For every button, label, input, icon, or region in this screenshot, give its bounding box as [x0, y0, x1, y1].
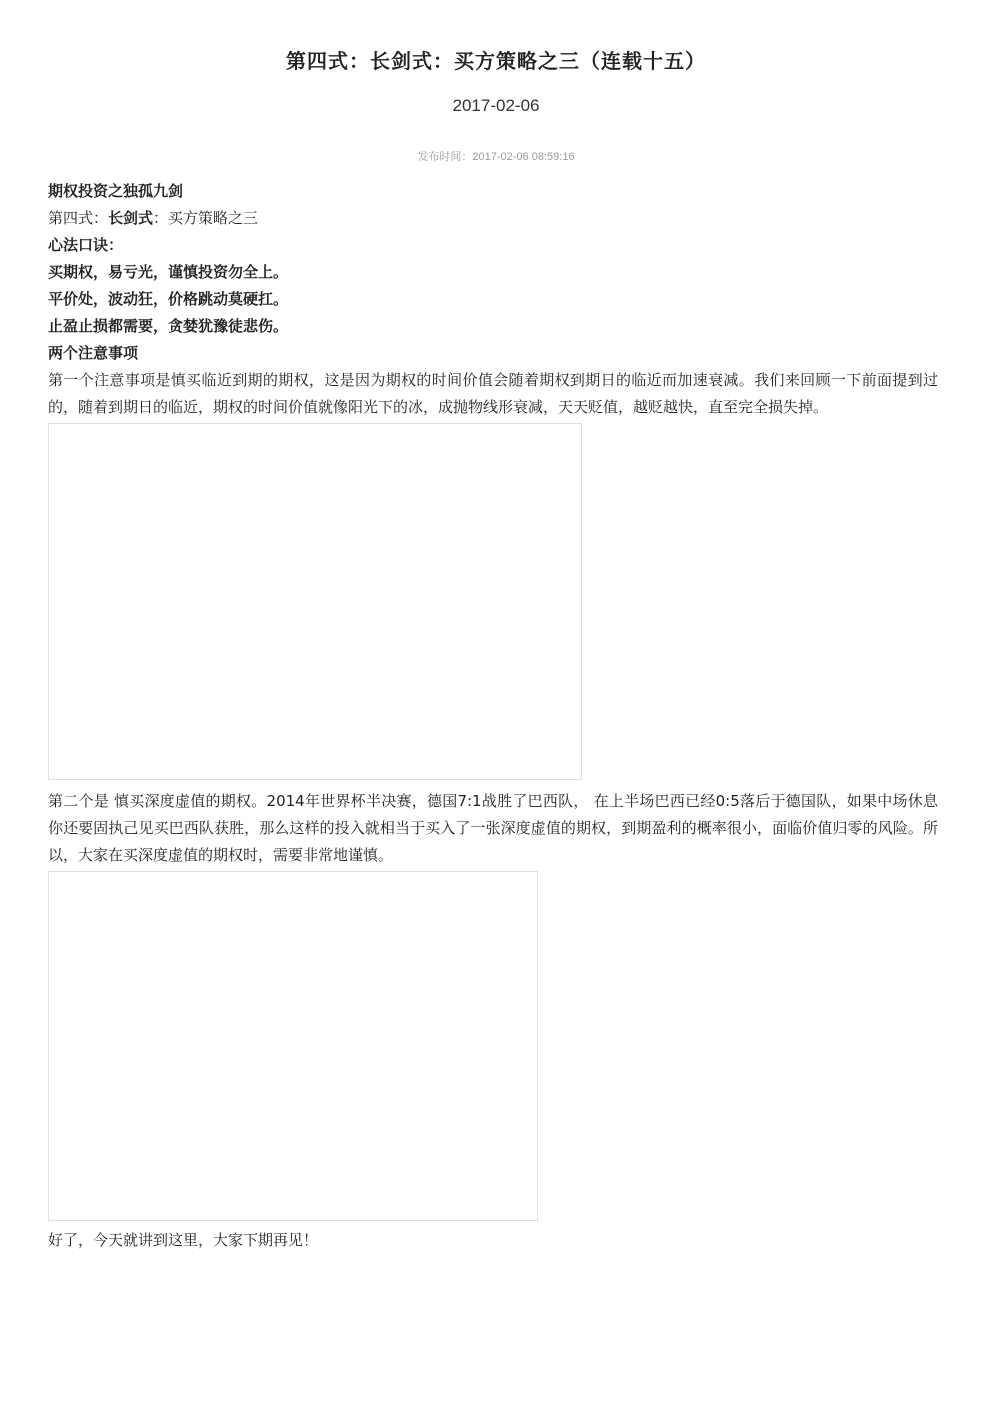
paragraph-second-note: 第二个是 慎买深度虚值的期权。2014年世界杯半决赛，德国7:1战胜了巴西队， 在上半场巴西已经0:5落后于德国队，如果中场休息你还要固执己见买巴西队获胜，那么这样的投入就相当于买入了一张深度虚值的期权，到期盈利的概率很小，面临价值归零的风险。所以，大家在买深度虚值的期权时，需要非常地谨慎。 — [48, 792, 938, 864]
subtitle-prefix: 第四式： — [48, 209, 109, 227]
article-image-placeholder — [48, 871, 538, 1221]
article-body — [48, 178, 938, 1254]
article-title: 第四式：长剑式：买方策略之三（连载十五） — [286, 49, 706, 73]
article-image-placeholder — [48, 423, 582, 780]
subtitle-bold: 长剑式 — [108, 209, 154, 227]
subtitle-suffix: ：买方策略之三 — [153, 209, 259, 227]
mnemonic-line: 平价处，波动狂，价格跳动莫硬扛。 — [48, 290, 289, 308]
subtitle — [48, 205, 938, 232]
article-date: 2017-02-06 — [452, 96, 540, 115]
notes-heading: 两个注意事项 — [48, 344, 139, 362]
paragraph-first-note: 第一个注意事项是慎买临近到期的期权，这是因为期权的时间价值会随着期权到期日的临近而加速衰减。我们来回顾一下前面提到过的，随着到期日的临近，期权的时间价值就像阳光下的冰，成抛物线形衰减，天天贬值，越贬越快，直至完全损失掉。 — [48, 371, 938, 416]
mnemonic-heading: 心法口诀： — [48, 236, 124, 254]
series-title: 期权投资之独孤九剑 — [48, 182, 184, 200]
closing-text: 好了，今天就讲到这里，大家下期再见！ — [48, 1231, 319, 1249]
mnemonic-line: 止盈止损都需要，贪婪犹豫徒悲伤。 — [48, 317, 289, 335]
mnemonic-line: 买期权，易亏光，谨慎投资勿全上。 — [48, 263, 289, 281]
publish-time: 发布时间：2017-02-06 08:59:16 — [417, 151, 575, 163]
